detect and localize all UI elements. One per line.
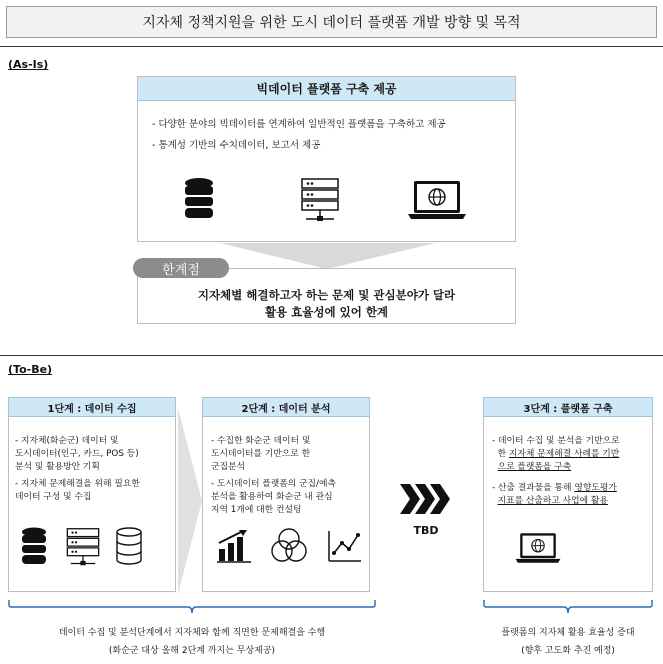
stage1-bullet-line: 도시데이터(인구, 카드, POS 등): [15, 449, 139, 459]
stage2-card: [202, 412, 370, 592]
stage1-title: 1단계 : 데이터 수집: [8, 397, 176, 417]
as-is-bullet: - 다양한 분야의 빅데이터를 연계하여 일반적인 플랫폼을 구축하고 제공: [152, 119, 446, 130]
as-is-bullets: [152, 117, 446, 153]
database-icon: [21, 527, 47, 565]
to-be-label: (To-Be): [8, 363, 53, 376]
venn-icon: [269, 527, 309, 565]
funnel-arrow: [220, 243, 435, 269]
caption-line: 플랫폼의 지자체 활용 효율성 증대: [501, 628, 635, 638]
database-outline-icon: [115, 527, 143, 565]
database-icon: [184, 177, 214, 221]
stage3-bullet-line: [492, 448, 620, 461]
server-icon: [298, 177, 342, 223]
caption-line: (향후 고도화 추진 예정): [521, 646, 615, 656]
as-is-label: (As-Is): [8, 58, 49, 71]
stage3-underlined: 영향도평가: [574, 483, 617, 493]
stage1-bullets: [15, 435, 140, 504]
stage3-bullet-line: [492, 461, 620, 474]
caption-left: [8, 624, 376, 660]
as-is-bullet: - 통계성 기반의 수치데이터, 보고서 제공: [152, 140, 321, 151]
stage3-underlined: 지표를 산출하고 사업에 활용: [497, 496, 608, 506]
stage1-card: [8, 412, 176, 592]
section-divider-mid: [0, 355, 663, 356]
caption-line: 데이터 수집 및 분석단계에서 지자체와 함께 직면한 문제해결을 수행: [58, 628, 326, 638]
stage1-bullet-line: - 지자체 문제해결을 위해 필요한: [15, 479, 140, 489]
stage-chevron: [178, 408, 202, 594]
left-brace: [8, 600, 376, 614]
stage1-bullet-line: 분석 및 활용방안 기획: [15, 462, 100, 472]
as-is-card: [137, 76, 516, 242]
triple-chevron-icon: [400, 484, 452, 514]
stage3-text: 한: [492, 449, 509, 459]
caption-right: [483, 624, 653, 660]
stage3-underlined: 으로 플랫폼을 구축: [497, 462, 572, 472]
stage2-bullet-line: - 수집한 화순군 데이터 및: [211, 436, 311, 446]
caption-line: (화순군 대상 올해 2단계 까지는 무상제공): [108, 646, 276, 656]
stage3-text: - 산출 결과물을 통해: [492, 483, 575, 493]
stage3-card: [483, 412, 653, 592]
stage3-title: 3단계 : 플랫폼 구축: [483, 397, 653, 417]
stage2-title: 2단계 : 데이터 분석: [202, 397, 370, 417]
laptop-globe-icon: [514, 531, 562, 565]
stage2-bullets: [211, 435, 336, 517]
server-icon: [63, 527, 103, 567]
tbd-label: TBD: [413, 524, 439, 537]
limit-line: 활용 효율성에 있어 한계: [264, 305, 389, 319]
stage3-bullet-line: [492, 482, 620, 495]
stage2-bullet-line: 지역 1개에 대한 컨설팅: [211, 505, 302, 515]
limit-text: [138, 287, 515, 321]
line-chart-icon: [327, 529, 363, 563]
stage2-bullet-line: 분석을 활용하여 화순군 내 관심: [211, 492, 333, 502]
stage1-bullet-line: 데이터 구성 및 수집: [15, 492, 92, 502]
right-brace: [483, 600, 653, 614]
stage3-bullet-line: - 데이터 수집 및 분석을 기반으로: [492, 436, 620, 446]
limit-tag: 한계점: [133, 258, 229, 278]
stage2-bullet-line: 도시데이터를 기반으로 한: [211, 449, 311, 459]
page-title: [6, 6, 657, 38]
as-is-card-title: 빅데이터 플랫폼 구축 제공: [138, 77, 515, 101]
stage2-bullet-line: 군집분석: [211, 462, 245, 472]
stage1-bullet-line: - 지자체(화순군) 데이터 및: [15, 436, 119, 446]
page-title-text: 지자체 정책지원을 위한 도시 데이터 플랫폼 개발 방향 및 목적: [142, 15, 521, 31]
stage3-bullet-line: [492, 495, 620, 508]
bar-chart-icon: [217, 529, 251, 563]
limit-line: 지자체별 해결하고자 하는 문제 및 관심분야가 달라: [197, 288, 456, 302]
stage3-underlined: 지자체 문제해결 사례를 기반: [508, 449, 620, 459]
stage3-bullets: [492, 435, 620, 508]
section-divider-top: [0, 46, 663, 47]
laptop-globe-icon: [406, 179, 468, 221]
stage2-bullet-line: - 도시데이터 플랫폼의 군집/예측: [211, 479, 336, 489]
